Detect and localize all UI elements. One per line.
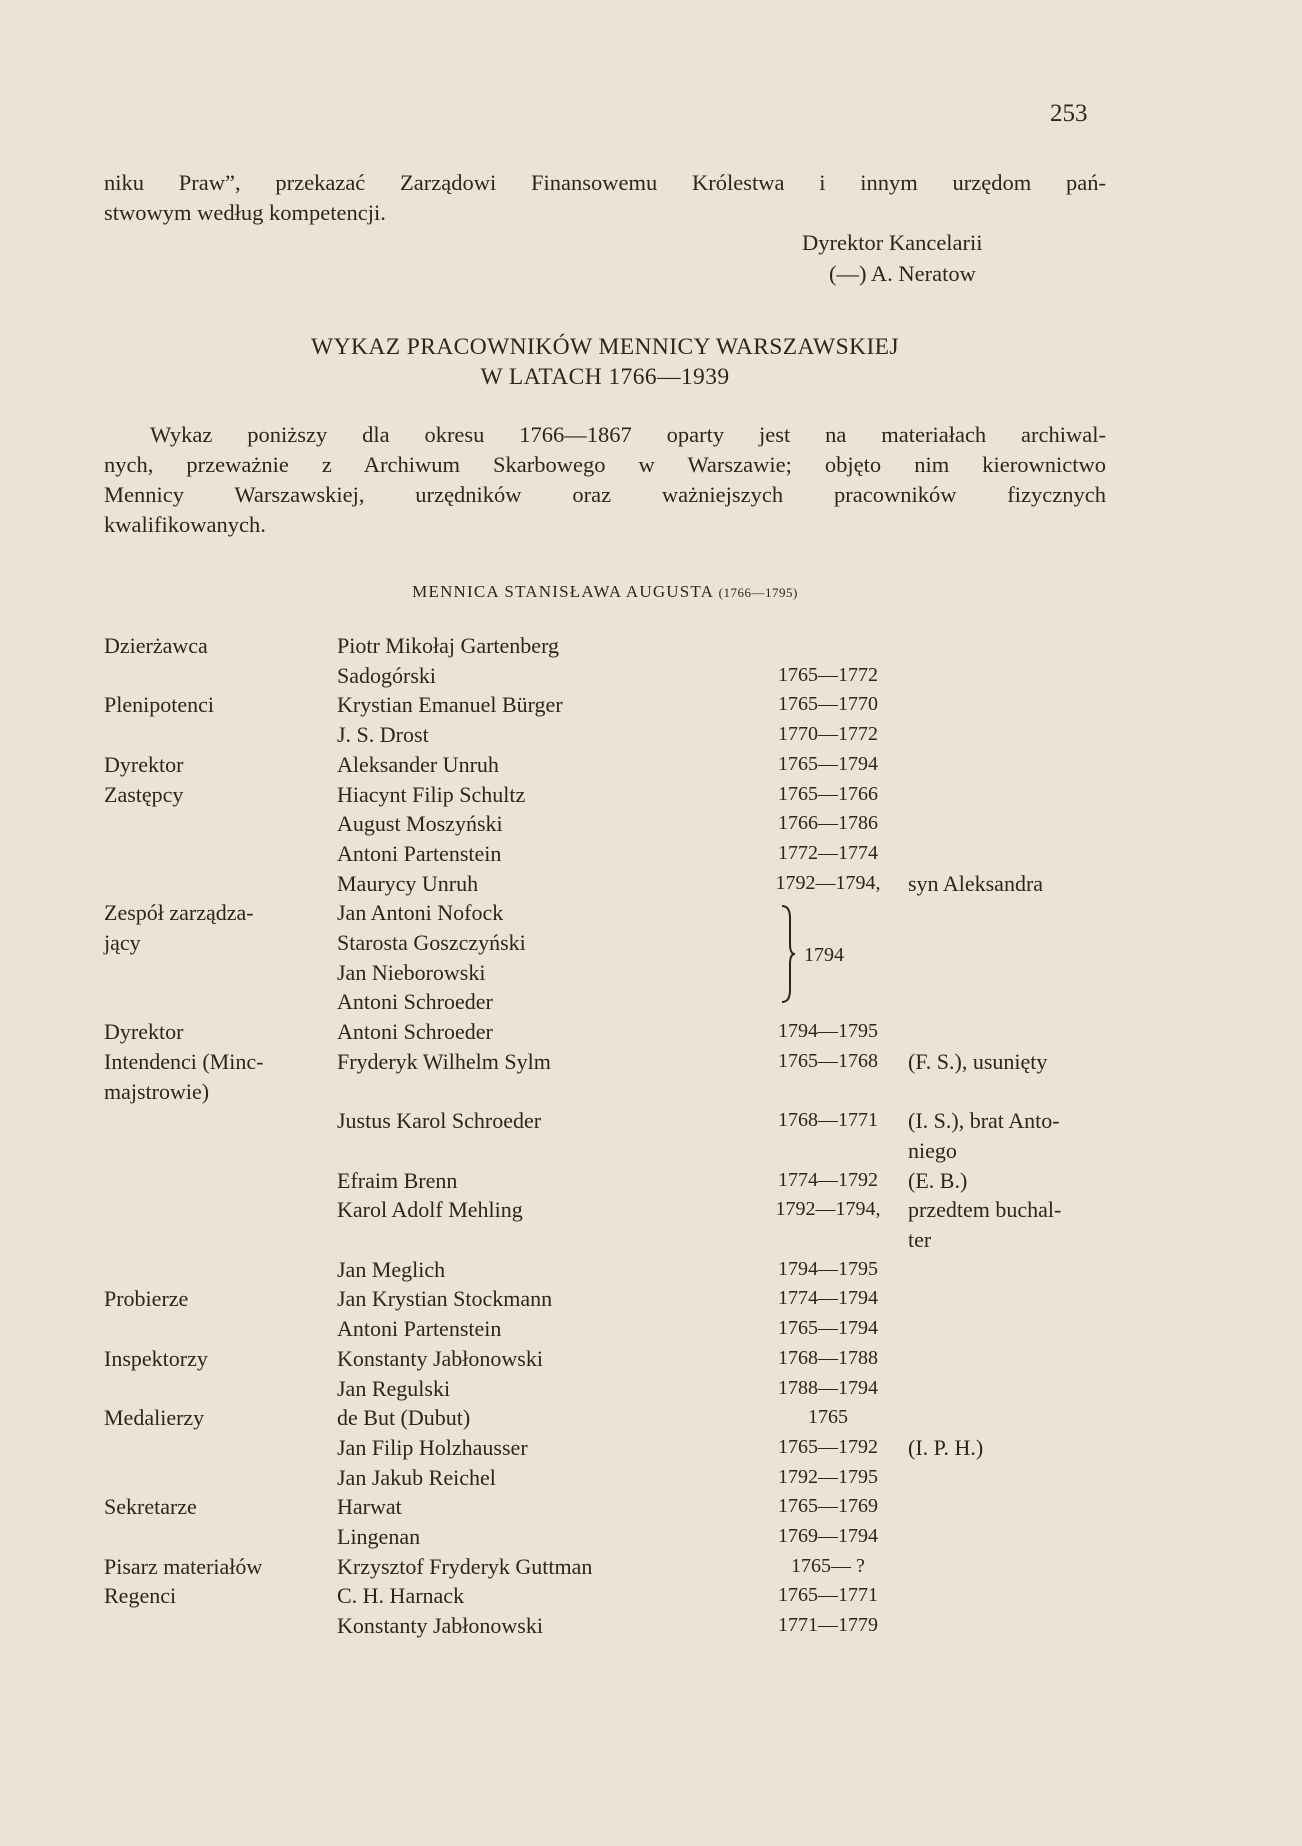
table-row — [0, 1017, 1302, 1046]
table-row — [0, 1403, 1302, 1432]
name-cell: Antoni Partenstein — [337, 840, 502, 866]
name-cell: Hiacynt Filip Schultz — [337, 781, 526, 807]
intro-line: niku Praw”, przekazać Zarządowi Finansowemu Królestwa i innym urzędom pań- — [104, 170, 1106, 195]
note-cell: (E. B.) — [908, 1167, 968, 1193]
name-cell: Harwat — [337, 1494, 402, 1520]
years-cell: 1765—1766 — [778, 782, 878, 805]
name-cell: Jan Filip Holzhausser — [337, 1434, 528, 1460]
table-row — [0, 1552, 1302, 1581]
name-cell: Jan Nieborowski — [337, 959, 486, 985]
name-cell: J. S. Drost — [337, 722, 429, 748]
table-row — [0, 661, 1302, 690]
name-cell: Antoni Schroeder — [337, 1019, 493, 1045]
name-cell: C. H. Harnack — [337, 1583, 465, 1609]
intro-line: stwowym według kompetencji. — [104, 200, 386, 225]
intro-paragraph — [104, 420, 1106, 540]
years-cell: 1765—1771 — [778, 1584, 878, 1607]
paragraph-line: Wykaz poniższy dla okresu 1766—1867 oparty jest na materiałach archiwal- — [150, 422, 1106, 447]
table-row — [0, 898, 1302, 927]
table-row — [0, 1522, 1302, 1551]
paragraph-line: kwalifikowanych. — [104, 512, 266, 537]
years-cell: 1765—1794 — [778, 1317, 878, 1340]
table-row — [0, 869, 1302, 898]
role-cell: Probierze — [104, 1286, 189, 1312]
note-cell: syn Aleksandra — [908, 870, 1044, 896]
name-cell: Efraim Brenn — [337, 1167, 458, 1193]
years-cell: 1788—1794 — [778, 1376, 878, 1399]
name-cell: Jan Regulski — [337, 1375, 451, 1401]
table-row — [0, 1195, 1302, 1224]
name-cell: Krystian Emanuel Bürger — [337, 692, 563, 718]
table-row — [0, 1433, 1302, 1462]
name-cell: de But (Dubut) — [337, 1405, 471, 1431]
name-cell: Antoni Partenstein — [337, 1316, 502, 1342]
table-row — [0, 1374, 1302, 1403]
note-cell: przedtem buchal- — [908, 1197, 1062, 1223]
paragraph-line: Mennicy Warszawskiej, urzędników oraz ważniejszych pracowników fizycznych — [104, 482, 1106, 507]
role-cell: Pisarz materiałów — [104, 1553, 263, 1579]
intro-text — [104, 168, 1106, 228]
years-cell: 1792—1794, — [775, 1198, 881, 1221]
years-cell: 1768—1788 — [778, 1346, 878, 1369]
table-row — [0, 1611, 1302, 1640]
years-cell: 1771—1779 — [778, 1614, 878, 1637]
role-cell: Plenipotenci — [104, 692, 214, 718]
section-period: (1766—1795) — [718, 585, 798, 600]
years-cell: 1768—1771 — [778, 1109, 878, 1132]
table-row — [0, 987, 1302, 1016]
years-cell: 1792—1794, — [775, 871, 881, 894]
role-cell: Dyrektor — [104, 751, 184, 777]
document-subheading: W LATACH 1766—1939 — [480, 364, 730, 390]
years-cell: 1765—1794 — [778, 752, 878, 775]
name-cell: Konstanty Jabłonowski — [337, 1613, 543, 1639]
name-cell: Justus Karol Schroeder — [337, 1108, 542, 1134]
name-cell: Aleksander Unruh — [337, 751, 499, 777]
table-row — [0, 1077, 1302, 1106]
table-row — [0, 1581, 1302, 1610]
section-heading — [100, 582, 1110, 602]
table-row — [0, 690, 1302, 719]
years-cell: 1766—1786 — [778, 812, 878, 835]
note-cell: (F. S.), usunięty — [908, 1048, 1048, 1074]
role-cell: Inspektorzy — [104, 1345, 208, 1371]
name-cell: Jan Jakub Reichel — [337, 1464, 496, 1490]
note-cell: (I. S.), brat Anto- — [908, 1108, 1060, 1134]
table-row — [0, 1047, 1302, 1076]
role-cell: Intendenci (Minc- — [104, 1048, 264, 1074]
table-row — [0, 1463, 1302, 1492]
years-cell: 1769—1794 — [778, 1525, 878, 1547]
name-cell: Piotr Mikołaj Gartenberg — [337, 633, 559, 658]
table-row — [0, 1284, 1302, 1313]
table-row — [0, 1166, 1302, 1195]
years-cell: 1794—1795 — [778, 1257, 878, 1280]
name-cell: Jan Krystian Stockmann — [337, 1286, 553, 1312]
years-cell: 1765—1772 — [778, 663, 878, 686]
name-cell: August Moszyński — [337, 811, 503, 837]
role-cell: Regenci — [104, 1583, 177, 1609]
years-cell: 1765— ? — [791, 1554, 865, 1577]
years-cell: 1765—1768 — [778, 1049, 878, 1072]
table-row — [0, 839, 1302, 868]
section-title: MENNICA STANISŁAWA AUGUSTA — [412, 582, 714, 601]
role-cell: Medalierzy — [104, 1405, 205, 1431]
name-cell: Lingenan — [337, 1524, 421, 1549]
years-cell: 1774—1792 — [778, 1168, 878, 1191]
name-cell: Sadogórski — [337, 662, 436, 688]
table-row — [0, 1136, 1302, 1165]
role-cell: Zastępcy — [104, 781, 184, 807]
name-cell: Fryderyk Wilhelm Sylm — [337, 1048, 551, 1074]
role-cell: majstrowie) — [104, 1078, 210, 1104]
brace-year: 1794 — [804, 944, 844, 966]
role-cell: Sekretarze — [104, 1494, 197, 1520]
years-cell: 1765—1770 — [778, 693, 878, 716]
role-cell: Dyrektor — [104, 1019, 184, 1045]
signature-name: (—) A. Neratow — [829, 261, 976, 286]
note-cell: niego — [908, 1137, 957, 1163]
signature-title: Dyrektor Kancelarii — [802, 230, 983, 255]
years-cell: 1765 — [808, 1406, 848, 1429]
name-cell: Starosta Goszczyński — [337, 930, 526, 955]
name-cell: Antoni Schroeder — [337, 989, 493, 1015]
years-cell: 1765—1792 — [778, 1435, 878, 1458]
table-row — [0, 1344, 1302, 1373]
table-row — [0, 631, 1302, 660]
table-row — [0, 1106, 1302, 1135]
role-cell: jący — [104, 930, 141, 955]
name-cell: Maurycy Unruh — [337, 870, 479, 896]
years-cell: 1794—1795 — [778, 1020, 878, 1043]
years-cell: 1770—1772 — [778, 723, 878, 746]
role-cell: Dzierżawca — [104, 633, 208, 658]
page-number: 253 — [1050, 100, 1088, 127]
years-cell: 1772—1774 — [778, 841, 878, 864]
years-cell: 1765—1769 — [778, 1495, 878, 1518]
note-cell: (I. P. H.) — [908, 1434, 984, 1460]
years-cell: 1774—1794 — [778, 1287, 878, 1310]
name-cell: Jan Antoni Nofock — [337, 900, 504, 926]
name-cell: Konstanty Jabłonowski — [337, 1345, 543, 1371]
name-cell: Krzysztof Fryderyk Guttman — [337, 1553, 593, 1579]
years-cell: 1792—1795 — [778, 1465, 878, 1488]
table-row — [0, 1492, 1302, 1521]
name-cell: Jan Meglich — [337, 1256, 446, 1282]
right-brace — [780, 904, 796, 1004]
table-row — [0, 720, 1302, 749]
table-row — [0, 1255, 1302, 1284]
document-heading: WYKAZ PRACOWNIKÓW MENNICY WARSZAWSKIEJ — [311, 334, 899, 360]
name-cell: Karol Adolf Mehling — [337, 1197, 523, 1223]
role-cell: Zespół zarządza- — [104, 900, 254, 926]
table-row — [0, 1225, 1302, 1254]
table-row — [0, 809, 1302, 838]
table-row — [0, 928, 1302, 957]
table-row — [0, 958, 1302, 987]
note-cell: ter — [908, 1227, 932, 1252]
paragraph-line: nych, przeważnie z Archiwum Skarbowego w Warszawie; objęto nim kierownictwo — [104, 452, 1106, 477]
table-row — [0, 1314, 1302, 1343]
table-row — [0, 750, 1302, 779]
table-row — [0, 780, 1302, 809]
